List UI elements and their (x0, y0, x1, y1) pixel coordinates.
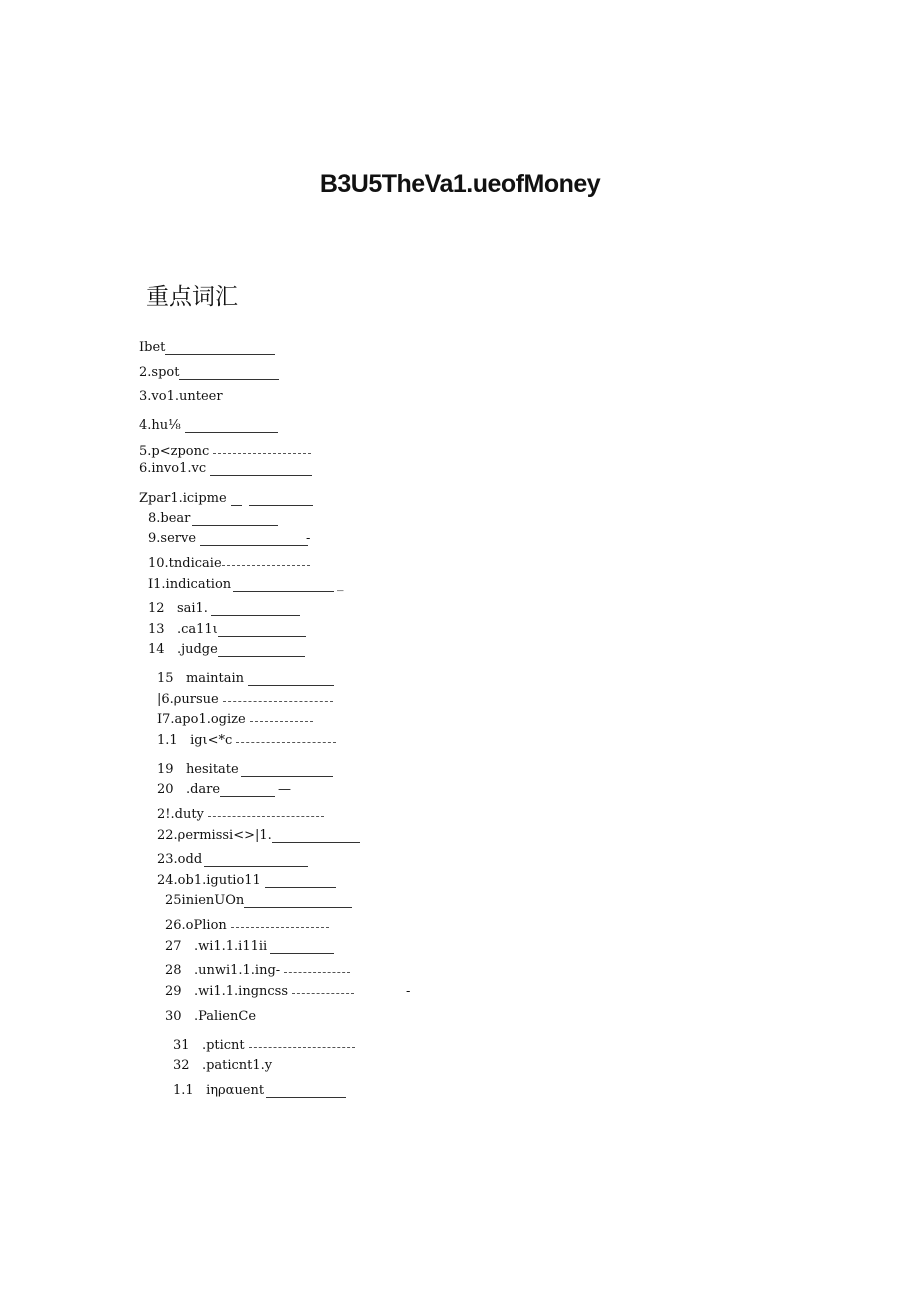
stray-mark: - (306, 531, 311, 546)
vocab-label: 15 maintain (157, 671, 245, 686)
answer-blank (192, 510, 278, 526)
vocab-label: 23.odd (157, 852, 203, 867)
vocab-item (139, 417, 278, 435)
vocab-item (157, 711, 313, 729)
answer-blank (272, 827, 360, 843)
vocab-label: I1.indication (148, 577, 232, 592)
vocab-item (173, 1037, 355, 1055)
vocab-item (157, 761, 333, 779)
vocab-label: 19 hesitate (157, 762, 239, 777)
vocab-label: 30 .PalienCe (165, 1009, 257, 1024)
vocab-label: Ibet (139, 340, 166, 355)
answer-dashes (208, 806, 324, 817)
answer-dashes (249, 1037, 355, 1048)
vocab-item (148, 641, 305, 659)
vocab-label: 27 .wi1.1.i11ii (165, 939, 268, 954)
answer-blank (210, 460, 312, 476)
vocab-label: 9.serve (148, 531, 197, 546)
vocab-label: I7.apo1.ogize (157, 712, 246, 727)
vocab-item (139, 388, 223, 406)
vocab-item (139, 490, 313, 508)
vocab-label: |6.ρursue (157, 692, 219, 707)
answer-dashes (213, 443, 311, 454)
answer-blank (204, 851, 308, 867)
vocab-item (157, 691, 333, 709)
answer-dashes (222, 555, 310, 566)
answer-dashes (292, 983, 354, 994)
stray-mark: — (278, 782, 291, 797)
vocab-label: 22.ρermissi<>|1. (157, 828, 272, 843)
vocab-item (139, 443, 311, 461)
vocab-item (139, 339, 275, 357)
vocab-label: 20 .dare (157, 782, 221, 797)
answer-blank (248, 670, 334, 686)
vocab-label: 29 .wi1.1.ingncss (165, 984, 289, 999)
vocab-item (173, 1082, 346, 1100)
vocab-item (157, 827, 360, 845)
vocab-item (165, 938, 334, 956)
vocab-item (157, 806, 324, 824)
answer-blank (231, 490, 242, 506)
vocab-item (148, 510, 278, 528)
answer-blank (241, 761, 333, 777)
vocab-label: 1.1 igι<*c (157, 733, 233, 748)
vocab-label: 32 .paticnt1.y (173, 1058, 273, 1073)
vocab-item (148, 621, 306, 639)
vocab-item (165, 1008, 256, 1026)
vocab-item (148, 600, 300, 618)
vocab-item (157, 851, 308, 869)
vocab-item (173, 1057, 272, 1075)
answer-blank (179, 364, 279, 380)
answer-blank (244, 892, 352, 908)
answer-blank (265, 872, 336, 888)
answer-blank (211, 600, 300, 616)
vocab-label: 26.oPlion (165, 918, 227, 933)
answer-blank (218, 641, 305, 657)
vocab-item (165, 917, 329, 935)
answer-dashes (223, 691, 333, 702)
vocab-label: 5.p<zponc (139, 444, 210, 459)
answer-dashes (250, 711, 313, 722)
stray-mark: _ (337, 577, 344, 592)
vocab-label: 2.spot (139, 365, 180, 380)
vocab-item (165, 892, 352, 910)
answer-dashes (231, 917, 329, 928)
section-heading: 重点词汇 (146, 284, 238, 310)
vocab-item (157, 781, 275, 799)
vocab-item (139, 460, 312, 478)
vocab-label: 13 .ca11ι (148, 622, 218, 637)
vocab-label: 31 .pticnt (173, 1038, 245, 1053)
vocab-item (157, 872, 336, 890)
answer-blank (266, 1082, 346, 1098)
vocab-label: 14 .judge (148, 642, 218, 657)
answer-blank (165, 339, 275, 355)
vocab-label: 10.tndicaie (148, 556, 222, 571)
vocab-item (165, 962, 350, 980)
answer-blank (200, 530, 311, 546)
answer-dashes (236, 732, 336, 743)
vocab-item (148, 576, 334, 594)
vocab-item (165, 983, 354, 1001)
vocab-label: 3.vo1.unteer (139, 389, 223, 404)
vocab-label: 25inienUOn (165, 893, 245, 908)
vocab-item (157, 732, 336, 750)
vocab-label: 1.1 iηραuent (173, 1083, 265, 1098)
answer-blank (185, 417, 278, 433)
vocab-item (148, 530, 311, 548)
answer-blank (270, 938, 334, 954)
vocab-label: 2!.duty (157, 807, 204, 822)
stray-mark: - (406, 984, 411, 999)
vocab-label: 12 sai1. (148, 601, 208, 616)
answer-blank (220, 781, 275, 797)
answer-blank (249, 490, 313, 506)
document-title: B3U5TheVa1.ueofMoney (319, 170, 601, 198)
vocab-label: 6.invo1.vc (139, 461, 207, 476)
vocab-label: 8.bear (148, 511, 191, 526)
vocab-label: 4.hu⅛ (139, 418, 181, 433)
vocab-item (148, 555, 310, 573)
vocab-label: 24.ob1.igutio11 (157, 873, 261, 888)
vocab-label: 28 .unwi1.1.ing- (165, 963, 281, 978)
vocab-item (157, 670, 334, 688)
answer-blank (218, 621, 306, 637)
answer-blank (233, 576, 334, 592)
vocab-label: Zpar1.icipme (139, 491, 227, 506)
answer-dashes (284, 962, 350, 973)
vocab-item (139, 364, 279, 382)
